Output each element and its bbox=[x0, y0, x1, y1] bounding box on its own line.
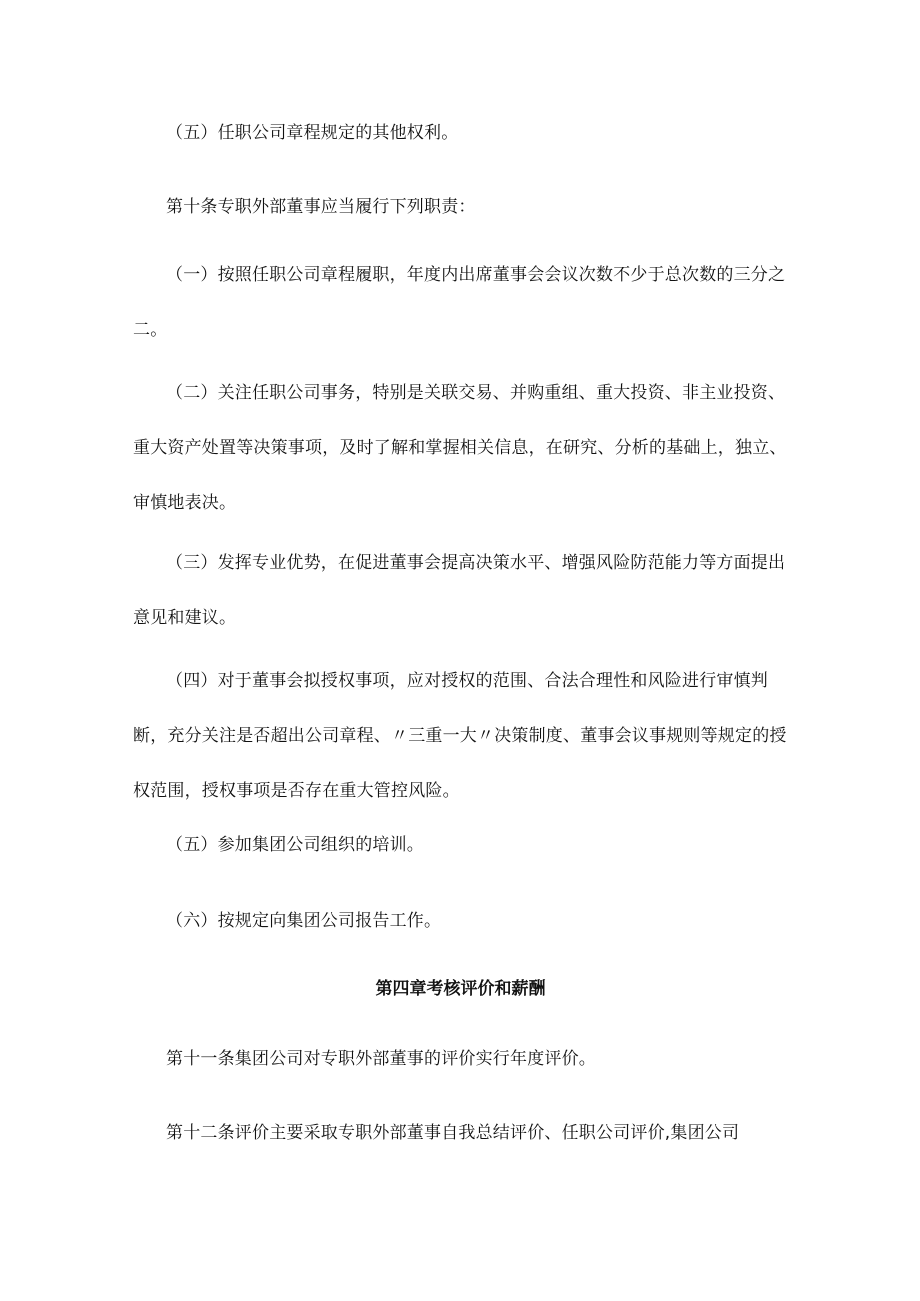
paragraph-duty-5: （五）参加集团公司组织的培训。 bbox=[166, 835, 424, 855]
chapter-heading: 第四章考核评价和薪酬 bbox=[375, 979, 546, 999]
paragraph-duty-4: （四）对于董事会拟授权事项，应对授权的范围、合法合理性和风险进行审慎判断，充分关注是否超出公司章程、〃三重一大〃决策制度、董事会议事规则等规定的授权范围，授权事项是否存在重大管控风险。 bbox=[133, 671, 787, 801]
paragraph-duty-1: （一）按照任职公司章程履职，年度内出席董事会会议次数不少于总次数的三分之二。 bbox=[133, 265, 786, 340]
paragraph-duty-3: （三）发挥专业优势，在促进董事会提高决策水平、增强风险防范能力等方面提出意见和建议。 bbox=[133, 553, 786, 628]
paragraph-article-12: 第十二条评价主要采取专职外部董事自我总结评价、任职公司评价,集团公司 bbox=[166, 1123, 740, 1143]
paragraph-right-5: （五）任职公司章程规定的其他权利。 bbox=[166, 123, 459, 143]
paragraph-article-10: 第十条专职外部董事应当履行下列职责： bbox=[166, 197, 476, 217]
paragraph-duty-6: （六）按规定向集团公司报告工作。 bbox=[166, 911, 442, 931]
paragraph-duty-2: （二）关注任职公司事务，特别是关联交易、并购重组、重大投资、非主业投资、重大资产处置等决策事项，及时了解和掌握相关信息，在研究、分析的基础上，独立、审慎地表决。 bbox=[133, 383, 787, 513]
paragraph-article-11: 第十一条集团公司对专职外部董事的评价实行年度评价。 bbox=[166, 1049, 596, 1069]
